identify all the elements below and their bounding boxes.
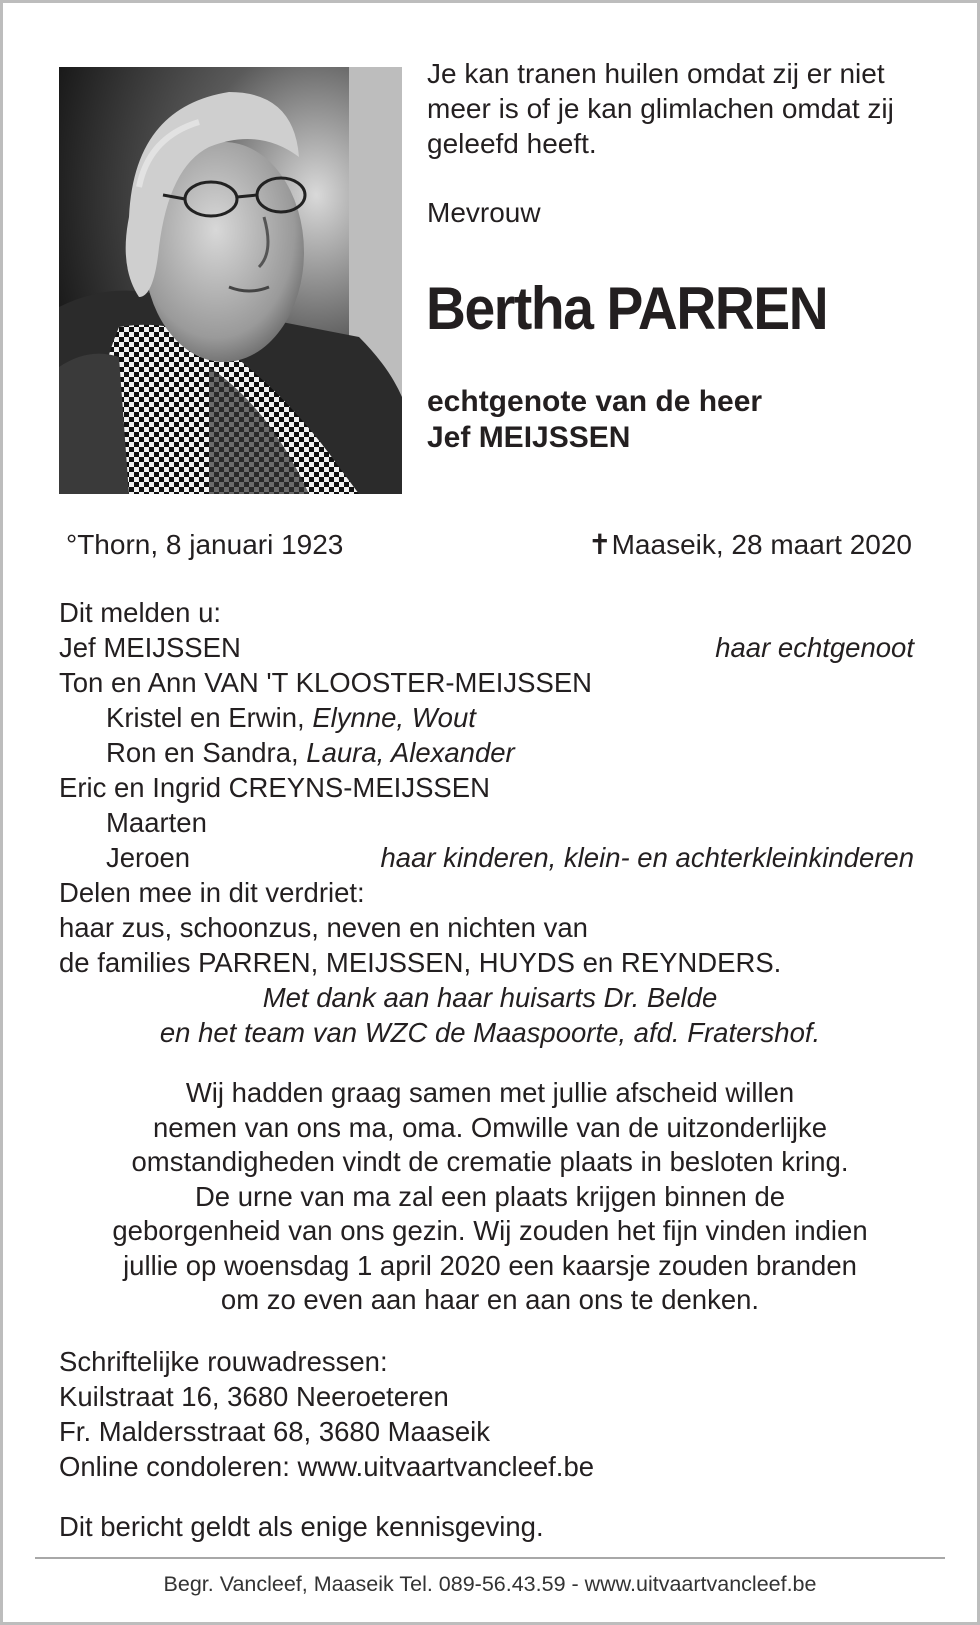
farewell-line: geborgenheid van ons gezin. Wij zouden het fijn vinden indien (112, 1215, 868, 1246)
child-2: Eric en Ingrid CREYNS-MEIJSSEN (59, 772, 490, 803)
birth-info: °Thorn, 8 januari 1923 (66, 529, 344, 560)
share-line-1: haar zus, schoonzus, neven en nichten van (59, 912, 588, 943)
footer-divider (35, 1557, 945, 1559)
husband-role: haar echtgenoot (715, 632, 914, 663)
address-2: Fr. Maldersstraat 68, 3680 Maaseik (59, 1416, 491, 1447)
spouse-info (427, 384, 927, 456)
announcers-intro: Dit melden u: (59, 597, 222, 628)
memorial-quote: Je kan tranen huilen omdat zij er niet meer is of je kan glimlachen omdat zij geleefd heeft. (427, 58, 894, 159)
grandchild-1-kids: Elynne, Wout (312, 702, 476, 733)
thanks-line-1: Met dank aan haar huisarts Dr. Belde (262, 982, 718, 1013)
death-info: ✝Maaseik, 28 maart 2020 (588, 529, 912, 560)
grandchild-2-names: Ron en Sandra, (106, 737, 299, 768)
grandchild-3: Maarten (106, 807, 207, 838)
grandchild-4: Jeroen (106, 842, 191, 873)
deceased-name: Bertha PARREN (426, 275, 828, 342)
grandchild-2-kids: Laura, Alexander (306, 737, 515, 768)
spouse-line-1: echtgenote van de heer (427, 385, 763, 418)
farewell-line: nemen van ons ma, oma. Omwille van de uitzonderlijke (152, 1111, 828, 1143)
farewell-line: om zo even aan haar en aan ons te denken. (220, 1284, 760, 1315)
honorific: Mevrouw (427, 197, 541, 228)
addresses-intro: Schriftelijke rouwadressen: (59, 1346, 388, 1377)
share-intro: Delen mee in dit verdriet: (59, 877, 365, 908)
grandchild-1-names: Kristel en Erwin, (106, 702, 305, 733)
farewell-line: De urne van ma zal een plaats krijgen binnen de (194, 1180, 786, 1212)
farewell-line: omstandigheden vindt de crematie plaats in besloten kring. (131, 1146, 849, 1177)
thanks (40, 981, 940, 1050)
online-condolence: Online condoleren: www.uitvaartvancleef.be (59, 1451, 595, 1482)
child-1: Ton en Ann VAN 'T KLOOSTER-MEIJSSEN (59, 667, 593, 698)
husband-name: Jef MEIJSSEN (59, 632, 241, 663)
farewell-line: jullie op woensdag 1 april 2020 een kaarsje zouden branden (123, 1249, 857, 1281)
thanks-line-2: en het team van WZC de Maaspoorte, afd. Fratershof. (159, 1016, 821, 1048)
address-1: Kuilstraat 16, 3680 Neeroeteren (59, 1381, 449, 1412)
spouse-line-2: Jef MEIJSSEN (427, 421, 631, 454)
farewell-paragraph (40, 1076, 940, 1318)
share-line-2: de families PARREN, MEIJSSEN, HUYDS en REYNDERS. (59, 947, 782, 978)
portrait-photo (59, 67, 402, 494)
grandchild-1 (106, 701, 476, 735)
family-role: haar kinderen, klein- en achterkleinkinderen (380, 842, 914, 873)
notice-line: Dit bericht geldt als enige kennisgeving. (59, 1511, 544, 1542)
footer: Begr. Vancleef, Maaseik Tel. 089-56.43.59 - www.uitvaartvancleef.be (163, 1572, 817, 1596)
farewell-line: Wij hadden graag samen met jullie afscheid willen (185, 1077, 795, 1108)
grandchild-2 (106, 736, 515, 770)
